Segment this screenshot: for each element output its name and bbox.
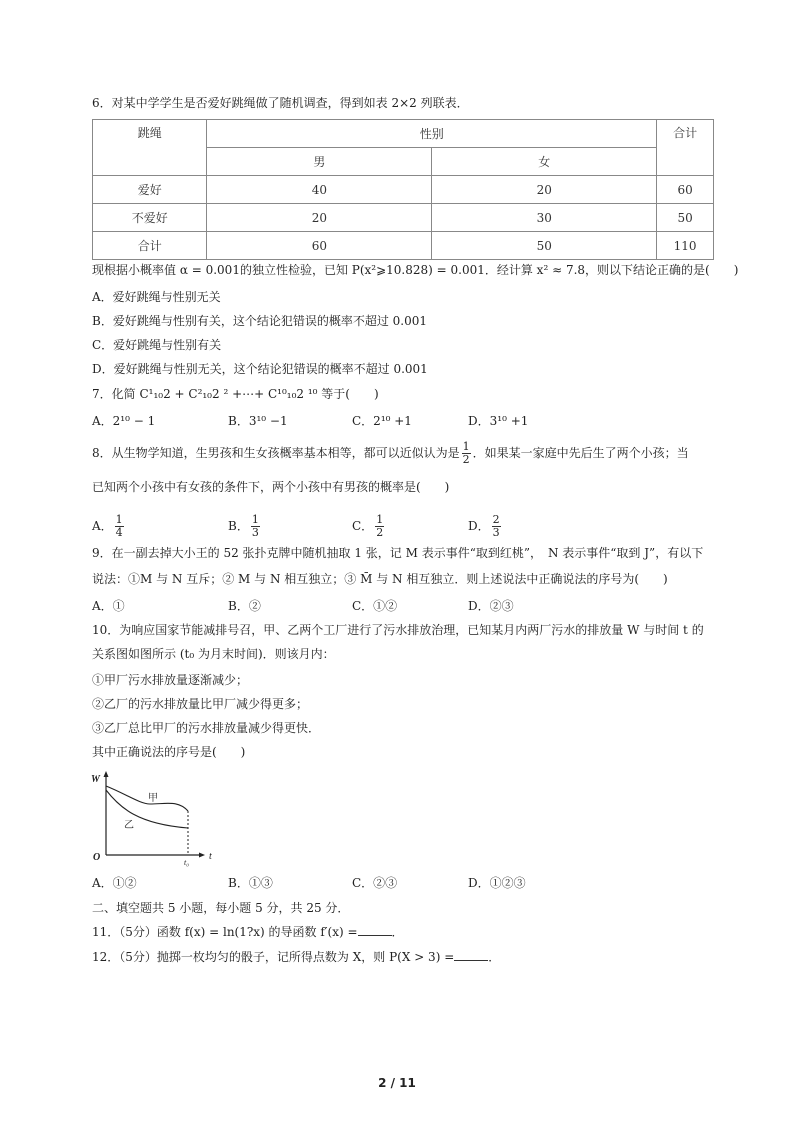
q9-option-a: A．① — [92, 599, 125, 613]
option-fraction — [251, 514, 260, 539]
label-t0: t₀ — [184, 858, 190, 867]
q10-line2: 关系图如图所示 (t₀ 为月末时间)．则该月内： — [92, 647, 335, 661]
label-w: W — [91, 774, 100, 785]
q10-graph — [88, 768, 218, 868]
option-label: D． — [468, 519, 490, 533]
q10-option-c: C．②③ — [352, 876, 398, 890]
q8-option-a — [92, 514, 126, 539]
option-fraction — [492, 514, 501, 539]
label-t: t — [209, 851, 212, 862]
fraction-numerator: 1 — [251, 513, 259, 526]
table-row — [93, 204, 714, 232]
q6-follow: 现根据小概率值 α = 0.001的独立性检验，已知 P(x²⩾10.828) = 0.001．经计算 x² ≈ 7.8，则以下结论正确的是( ) — [92, 263, 739, 277]
header-gender: 性别 — [207, 120, 657, 148]
cell-total: 50 — [657, 204, 714, 232]
q7-option-c: C．2¹⁰ +1 — [352, 414, 412, 428]
cell-male: 40 — [207, 176, 432, 204]
q10-question: 其中正确说法的序号是( ) — [92, 745, 246, 759]
section-heading: 二、填空题共 5 小题，每小题 5 分，共 25 分． — [92, 901, 350, 915]
table-row — [93, 232, 714, 260]
q6-option-d: D．爱好跳绳与性别无关，这个结论犯错误的概率不超过 0.001 — [92, 362, 428, 376]
q9-option-b: B．② — [228, 599, 261, 613]
q7-option-a: A．2¹⁰ − 1 — [92, 414, 156, 428]
q8-fraction — [462, 441, 471, 466]
fraction-numerator: 1 — [376, 513, 384, 526]
q10-option-a: A．①② — [92, 876, 137, 890]
header-female: 女 — [432, 148, 657, 176]
q9-option-c: C．①② — [352, 599, 398, 613]
q6-option-a: A．爱好跳绳与性别无关 — [92, 290, 221, 304]
cell-female: 50 — [432, 232, 657, 260]
fraction-denominator: 4 — [115, 526, 123, 539]
fraction-numerator: 1 — [115, 513, 123, 526]
q8-stem-part-b: ．如果某一家庭中先后生了两个小孩；当 — [472, 446, 689, 460]
header-total: 合计 — [657, 120, 714, 176]
contingency-table — [92, 119, 714, 260]
option-fraction — [375, 514, 384, 539]
cell-total: 60 — [657, 176, 714, 204]
q10-statement-3: ③乙厂总比甲厂的污水排放量减少得更快． — [92, 721, 321, 735]
row-label: 合计 — [93, 232, 207, 260]
q10-statement-2: ②乙厂的污水排放量比甲厂减少得更多； — [92, 697, 309, 711]
q7-option-d: D．3¹⁰ +1 — [468, 414, 529, 428]
q11: 11．（5分）函数 f(x) = ln(1?x) 的导函数 f′(x) = ． — [92, 925, 404, 939]
option-label: A． — [92, 519, 113, 533]
option-label: B． — [228, 519, 249, 533]
q6-option-c: C．爱好跳绳与性别有关 — [92, 338, 222, 352]
q9-option-d: D．②③ — [468, 599, 514, 613]
q10-statement-1: ①甲厂污水排放量逐渐减少； — [92, 673, 249, 687]
cell-male: 60 — [207, 232, 432, 260]
q9-line1: 9．在一副去掉大小王的 52 张扑克牌中随机抽取 1 张，记 M 表示事件“取到红桃”， N 表示事件“取到 J”，有以下 — [92, 546, 704, 560]
q7-stem: 7．化简 C¹₁₀2 + C²₁₀2 ² +⋯+ C¹⁰₁₀2 ¹⁰ 等于( ) — [92, 387, 379, 401]
cell-total: 110 — [657, 232, 714, 260]
q7-option-b: B．3¹⁰ −1 — [228, 414, 288, 428]
q12: 12．（5分）抛掷一枚均匀的骰子，记所得点数为 X，则 P(X > 3) = ． — [92, 950, 501, 964]
cell-female: 20 — [432, 176, 657, 204]
fraction-numerator: 2 — [492, 513, 500, 526]
q8-stem-part-a: 8．从生物学知道，生男孩和生女孩概率基本相等，都可以近似认为是 — [92, 446, 460, 460]
option-label: C． — [352, 519, 374, 533]
answer-blank — [358, 925, 392, 936]
t-axis-arrow — [199, 853, 205, 858]
label-yi: 乙 — [124, 820, 134, 831]
q9-line2: 说法：①M 与 N 互斥；② M 与 N 相互独立；③ M̄ 与 N 相互独立．则上述说法中正确说法的序号为( ) — [92, 572, 668, 586]
q12-text: 12．（5分）抛掷一枚均匀的骰子，记所得点数为 X，则 P(X > 3) = — [92, 950, 455, 964]
q11-text: 11．（5分）函数 f(x) = ln(1?x) 的导函数 f′(x) = — [92, 925, 358, 939]
curve-yi — [106, 790, 188, 828]
w-axis-arrow — [104, 771, 109, 777]
q10-option-d: D．①②③ — [468, 876, 526, 890]
cell-male: 20 — [207, 204, 432, 232]
header-rope: 跳绳 — [93, 120, 207, 176]
fraction-numerator: 1 — [462, 440, 470, 453]
page-number: 2 / 11 — [378, 1076, 416, 1090]
option-fraction — [115, 514, 124, 539]
fraction-denominator: 2 — [376, 526, 384, 539]
q6-option-b: B．爱好跳绳与性别有关，这个结论犯错误的概率不超过 0.001 — [92, 314, 427, 328]
label-origin: O — [93, 852, 101, 863]
q6-stem: 6．对某中学学生是否爱好跳绳做了随机调查，得到如表 2×2 列联表． — [92, 96, 469, 110]
q8-option-d — [468, 514, 503, 539]
curve-jia — [106, 786, 188, 811]
label-jia: 甲 — [148, 793, 158, 804]
q10-line1: 10．为响应国家节能减排号召，甲、乙两个工厂进行了污水排放治理，已知某月内两厂污水的排放量 W 与时间 t 的 — [92, 623, 704, 637]
fraction-denominator: 3 — [251, 526, 259, 539]
fraction-denominator: 3 — [492, 526, 500, 539]
answer-blank — [454, 950, 488, 961]
fraction-denominator: 2 — [462, 453, 470, 466]
q8-stem-line2: 已知两个小孩中有女孩的条件下，两个小孩中有男孩的概率是( ) — [92, 480, 450, 494]
header-male: 男 — [207, 148, 432, 176]
q8-stem — [92, 440, 689, 466]
q10-option-b: B．①③ — [228, 876, 273, 890]
row-label: 不爱好 — [93, 204, 207, 232]
row-label: 爱好 — [93, 176, 207, 204]
q8-option-c — [352, 514, 386, 539]
cell-female: 30 — [432, 204, 657, 232]
q8-option-b — [228, 514, 262, 539]
table-row — [93, 176, 714, 204]
